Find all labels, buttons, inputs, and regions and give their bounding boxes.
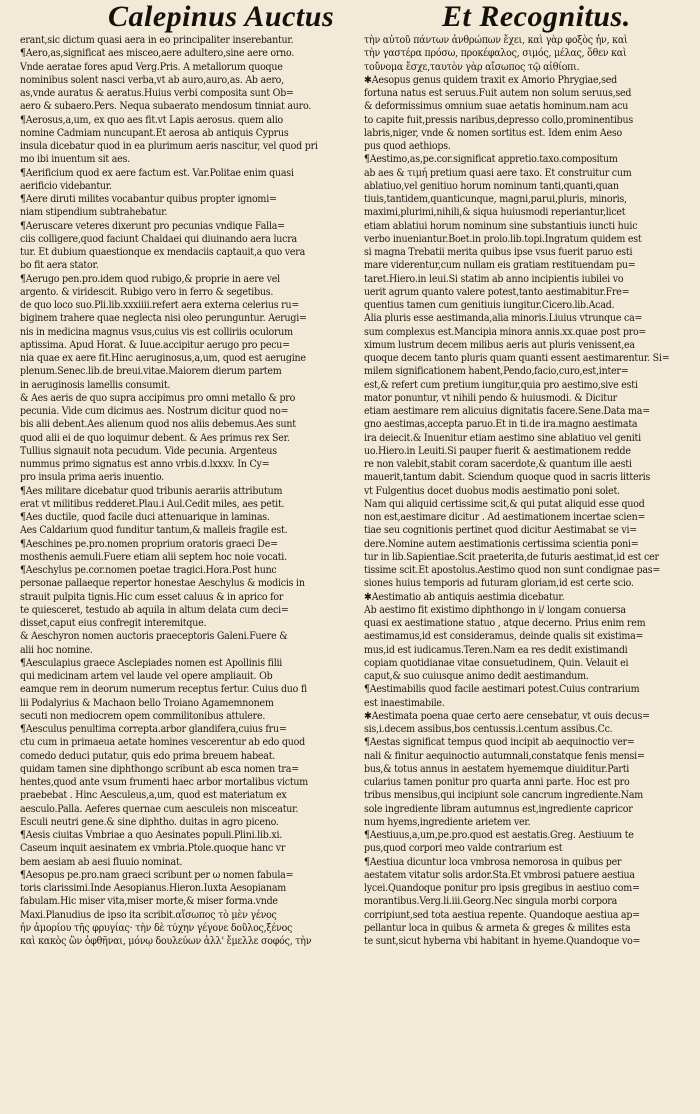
- text-line: ¶Aestimabilis quod facile aestimari potest.Cuius contrarium: [364, 684, 640, 696]
- text-line: mus,id est iudicamus.Teren.Nam ea res dedit existimandi: [364, 644, 628, 656]
- text-line: praebebat . Hinc Aesculeus,a,um, quod est materiatum ex: [20, 790, 287, 802]
- text-line: tribus mensibus,qui incipiunt sole cancrum ingrediente.Nam: [364, 790, 644, 802]
- text-line: ¶Aestiua dicuntur loca vmbrosa nemorosa in quibus per: [364, 856, 622, 868]
- text-line: καὶ κακὸς ὢν ὀφθῆναι, μόνῳ δουλεύων ἀλλ' ἔμελλε σοφός, τὴν: [20, 936, 312, 947]
- text-line: τὴν γαστέρα πρόσω, προκέφαλος, σιμός, μέλας, ὅθεν καὶ: [364, 48, 627, 60]
- text-line: mo ibi inuentum sit aes.: [20, 154, 130, 166]
- text-line: biginem trahere quae neglecta nisi oleo perunguntur. Aerugi=: [20, 313, 307, 325]
- text-line: aerificio videbantur.: [20, 180, 112, 192]
- text-line: Esculi neutri gene.& sine diphtho. duitas in agro piceno.: [20, 816, 279, 828]
- text-line: ¶Aerugo pen.pro.idem quod rubigo,& proprie in aere vel: [20, 273, 280, 285]
- text-line: niam stipendium subtrahebatur.: [20, 207, 168, 219]
- text-line: personae pallaeque repertor honestae Aeschylus & modicis in: [20, 578, 305, 590]
- text-line: verbo inueniantur.Boet.in prolo.lib.topi.Ingratum quidem est: [364, 233, 642, 245]
- text-line: sole ingrediente libram autumnus est,ingrediente capricor: [364, 803, 633, 815]
- text-line: ¶Aeschines pe.pro.nomen proprium oratoris graeci De=: [20, 538, 278, 550]
- text-line: Caseum inquit aesinatem ex vmbria.Ptole.quoque hanc vr: [20, 843, 286, 855]
- text-line: ctu cum in primaeua aetate homines vescerentur ab edo quod: [20, 737, 305, 749]
- text-line: Alia pluris esse aestimanda,alia minoris.Liuius vtrunque ca=: [364, 313, 643, 325]
- text-line: Maxi.Planudius de ipso ita scribit.αἴσωπος τὸ μὲν γένος: [20, 909, 277, 921]
- text-line: τοὔνομα ἔσχε,ταυτὸν γὰρ αἴσωπος τῷ αἰθίοπι.: [364, 61, 580, 73]
- text-line: τὴν αὐτοῦ πάντων ἀνθρώπων ἔχει, καὶ γὰρ φοξὸς ἦν, καὶ: [364, 35, 628, 46]
- text-line: ✱Aesopus genus quidem traxit ex Amorio Phrygiae,sed: [364, 74, 617, 86]
- text-line: Vnde aeratae fores apud Verg.Pris. A metallorum quoque: [20, 61, 283, 73]
- text-line: ximum lustrum decem milibus aeris aut pluris venissent,ea: [364, 339, 635, 351]
- text-line: bem aesiam ab aesi fluuio nominat.: [20, 856, 183, 868]
- text-line: aptissima. Apud Horat. & Iuue.accipitur aerugo pro pecu=: [20, 339, 290, 351]
- text-line: aestatem vitatur solis ardor.Sta.Et vmbrosi patuere aestiua: [364, 869, 635, 881]
- text-line: morantibus.Verg.li.iii.Georg.Nec singula morbi corpora: [364, 896, 618, 908]
- running-header: [0, 0, 700, 34]
- text-line: hentes,quod ante vsum frumenti haec arbor mortalibus victum: [20, 777, 309, 788]
- text-line: qui medicinam artem vel laude vel opere ampliauit. Ob: [20, 671, 273, 682]
- text-line: ¶Aestas significat tempus quod incipit ab aequinoctio ver=: [364, 737, 635, 749]
- text-line: tiuis,tantidem,quanticunque, magni,parui,pluris, minoris,: [364, 194, 627, 205]
- text-line: non est,aestimare dicitur . Ad aestimationem incertae scien=: [364, 512, 646, 523]
- text-line: as,vnde auratus & aeratus.Huius verbi composita sunt Ob=: [20, 88, 294, 99]
- text-line: gno aestimas,accepta paruo.Et in ti.de ira.magno aestimata: [364, 419, 638, 431]
- text-line: comedo deduci putatur, quis edo prima breuem habeat.: [20, 750, 276, 762]
- text-line: bus,& totus annus in aestatem hyememque diuiditur.Parti: [364, 763, 630, 775]
- header-left-title: Calepinus Auctus: [108, 0, 335, 33]
- text-line: bo fit aera stator.: [20, 260, 99, 272]
- text-line: & deformissimus omnium suae aetatis hominum.nam acu: [364, 101, 629, 113]
- text-line: ¶Aesis ciuitas Vmbriae a quo Aesinates populi.Plini.lib.xi.: [20, 830, 283, 841]
- text-line: ¶Aere diruti milites vocabantur quibus propter ignomi=: [20, 194, 277, 205]
- text-line: cularius tamen ponitur pro quarta anni parte. Hoc est pro: [364, 777, 630, 788]
- text-line: & Aeschyron nomen auctoris praeceptoris Galeni.Fuere &: [20, 631, 288, 643]
- text-line: pecunia. Vide cum dicimus aes. Nostrum dicitur quod no=: [20, 406, 289, 417]
- text-line: erat vt militibus redderet.Plau.i Aul.Cedit miles, aes petit.: [20, 498, 285, 510]
- text-line: ¶Aes militare dicebatur quod tribunis aerariis attributum: [20, 485, 283, 497]
- text-line: etiam aestimare rem alicuius dignitatis facere.Sene.Data ma=: [364, 406, 650, 417]
- text-line: sis,i.decem assibus,bos centussis.i.centum assibus.Cc.: [364, 724, 613, 735]
- text-line: nomine Cadmiam nuncupant.Et aerosa ab antiquis Cyprus: [20, 127, 289, 139]
- text-line: pro insula prima aeris inuentio.: [20, 472, 164, 484]
- text-line: ¶Aestimo,as,pe.cor.significat appretio.taxo.compositum: [364, 154, 618, 166]
- text-line: corripiunt,sed tota aestiua repente. Quandoque aestiua ap=: [364, 909, 640, 921]
- text-line: vt Fulgentius docet duobus modis aestimatio poni solet.: [364, 485, 620, 497]
- text-line: Nam qui aliquid certissime scit,& qui putat aliquid esse quod: [364, 498, 645, 510]
- text-line: nia quae ex aere fit.Hinc aeruginosus,a,um, quod est aerugine: [20, 353, 306, 364]
- text-line: quoque decem tanto pluris quam quanti essent aestimarentur. Si=: [364, 353, 670, 364]
- text-line: in aeruginosis lamellis consumit.: [20, 379, 171, 391]
- text-line: Ab aestimo fit existimo diphthongo in i/ longam conuersa: [364, 604, 626, 616]
- text-line: nis in medicina magnus vsus,cuius vis est colliriis oculorum: [20, 326, 293, 338]
- text-line: copiam quotidianae vitae consuetudinem, Quin. Velauit ei: [364, 657, 629, 669]
- text-line: quentius tamen cum genitiuis iungitur.Cicero.lib.Acad.: [364, 300, 615, 311]
- text-line: eamque rem in deorum numerum receptus fertur. Cuius duo fi: [20, 684, 307, 696]
- text-line: caput,& suo cuiusque animo dedit aestimandum.: [364, 671, 589, 682]
- text-line: Aes Caldarium quod funditur tantum,& malleis fragile est.: [20, 525, 288, 537]
- text-line: aero & subaero.Pers. Nequa subaerato mendosum tinniat auro.: [20, 101, 312, 113]
- text-line: strauit pulpita tignis.Hic cum esset caluus & in aprico for: [20, 591, 284, 603]
- header-right-title: Et Recognitus.: [442, 0, 631, 33]
- text-line: secuti non mediocrem opem commilitonibus attulere.: [20, 710, 266, 722]
- text-line: te sunt,sicut hyberna vbi habitant in hyeme.Quandoque vo=: [364, 936, 641, 947]
- text-line: ¶Aeruscare veteres dixerunt pro pecunias vndique Falla=: [20, 220, 285, 232]
- text-line: mare viderentur,cum nullam eis gratiam restituendam pu=: [364, 260, 636, 272]
- text-line: argento. & viridescit. Rubigo vero in ferro & segetibus.: [20, 286, 274, 298]
- text-line: sum complexus est.Mancipia minora annis.xx.quae post pro=: [364, 326, 647, 338]
- text-line: fabulam.Hic miser vita,miser morte,& miser forma.vnde: [20, 896, 278, 908]
- text-line: uerit agrum quanto valere potest,tanto aestimabitur.Fre=: [364, 286, 630, 298]
- text-line: quod alii ei de quo loquimur debent. & Aes primus rex Ser.: [20, 432, 290, 444]
- text-line: fortuna natus est seruus.Fuit autem non solum seruus,sed: [364, 88, 632, 99]
- text-line: ¶Aesopus pe.pro.nam graeci scribunt per ω nomen fabula=: [20, 869, 294, 881]
- text-line: num hyems,ingrediente arietem ver.: [364, 816, 531, 828]
- text-line: toris clarissimi.Inde Aesopianus.Hieron.Iuxta Aesopianam: [20, 883, 287, 894]
- text-line: ¶Aesculus penultima correpta.arbor glandifera,cuius fru=: [20, 724, 287, 735]
- text-line: ciis colligere,quod faciunt Chaldaei qui diuinando aera lucra: [20, 233, 297, 245]
- text-line: te quiesceret, testudo ab aquila in altum delata cum deci=: [20, 604, 289, 616]
- text-line: ¶Aerosus,a,um, ex quo aes fit.vt Lapis aerosus. quem alio: [20, 114, 284, 126]
- right-text-column: [364, 34, 700, 948]
- text-line: ἦν ἀμορίου τῆς φρυγίας· τὴν δὲ τύχην γέγονε δοῦλος,ξένος: [20, 922, 293, 934]
- text-line: etiam ablatiui horum nominum sine substantiuis iuncti huic: [364, 220, 638, 232]
- text-line: to capite fuit,pressis naribus,depresso collo,prominentibus: [364, 114, 634, 126]
- text-line: tur in lib.Sapientiae.Scit praeterita,de futuris aestimat,id est cer: [364, 551, 659, 563]
- text-line: ✱Aestimatio ab antiquis aestimia dicebatur.: [364, 591, 565, 603]
- text-line: dere.Nomine autem aestimationis certissima scientia poni=: [364, 538, 639, 550]
- text-line: ✱Aestimata poena quae certo aere censebatur, vt ouis decus=: [364, 710, 650, 722]
- text-line: erant,sic dictum quasi aera in eo principaliter inserebantur.: [20, 35, 294, 46]
- text-line: mauerit,tantum dabit. Sciendum quoque quod in sacris litteris: [364, 472, 651, 484]
- text-line: ¶Aerificium quod ex aere factum est. Var.Politae enim quasi: [20, 167, 294, 179]
- text-line: re non valebit,stabit coram sacerdote,& quantum ille aesti: [364, 459, 632, 470]
- text-line: mosthenis aemuli.Fuere etiam alii septem hoc noie vocati.: [20, 551, 287, 563]
- text-line: pus quod aethiops.: [364, 141, 451, 152]
- text-line: disset,caput eius confregit interemitque.: [20, 618, 207, 629]
- text-line: pus,quod corpori meo valde contrarium est: [364, 843, 563, 855]
- text-line: labris,niger, vnde & nomen sortitus est. Idem enim Aeso: [364, 127, 622, 139]
- text-line: maximi,plurimi,nihili,& siqua huiusmodi reperiantur,licet: [364, 207, 626, 219]
- text-line: ira deiecit.& Inuenitur etiam aestimo sine ablatiuo vel geniti: [364, 432, 641, 444]
- text-line: plenum.Senec.lib.de breui.vitae.Maiorem dierum partem: [20, 366, 282, 378]
- text-line: aesculo.Palla. Aeferes quernae cum aesculeis non misceatur.: [20, 803, 299, 815]
- text-line: alii hoc nomine.: [20, 644, 93, 656]
- text-line: aestimamus,id est consideramus, deinde qualis sit existima=: [364, 631, 644, 643]
- text-line: quidam tamen sine diphthongo scribunt ab esca nomen tra=: [20, 763, 299, 775]
- text-line: ¶Aero,as,significat aes misceo,aere adultero,sine aere orno.: [20, 48, 295, 60]
- text-line: si magna Trebatii merita quibus ipse vsus fuerit paruo esti: [364, 247, 633, 258]
- text-line: ab aes & τιμή pretium quasi aere taxo. Et construitur cum: [364, 167, 632, 179]
- text-line: uo.Hiero.in Leuiti.Si pauper fuerit & aestimationem redde: [364, 445, 631, 457]
- text-line: tur. Et dubium quaestionque ex mendaciis captauit,a quo vera: [20, 247, 306, 258]
- text-line: quasi ex aestimatione statuo , atque decerno. Prius enim rem: [364, 618, 646, 629]
- text-line: nali & finitur aequinoctio autumnali,constatque fenis mensi=: [364, 750, 645, 762]
- text-line: insula dicebatur quod in ea plurimum aeris nascitur, vel quod pri: [20, 141, 318, 152]
- text-line: tissime scit.Et apostolus.Aestimo quod non sunt condignae pas=: [364, 565, 661, 576]
- text-line: mator ponuntur, vt nihili pendo & huiusmodi. & Dicitur: [364, 392, 617, 404]
- text-line: tiae seu cognitionis pertinet quod dicitur Aestimabat se vi=: [364, 525, 638, 537]
- text-line: lii Podalyrius & Machaon bello Troiano Agamemnonem: [20, 697, 274, 709]
- text-line: milem significationem habent,Pendo,facio,curo,est,inter=: [364, 366, 629, 378]
- text-line: siones huius temporis ad futuram gloriam,id est certe scio.: [364, 578, 634, 590]
- text-line: ¶Aestiuus,a,um,pe.pro.quod est aestatis.Greg. Aestiuum te: [364, 830, 634, 841]
- text-line: ¶Aes ductile, quod facile duci attenuarique in laminas.: [20, 512, 270, 523]
- text-line: taret.Hiero.in leui.Si statim ab anno incipientis iubilei vo: [364, 273, 624, 285]
- text-line: ¶Aesculapius graece Asclepiades nomen est Apollinis filii: [20, 657, 283, 669]
- text-line: lycei.Quandoque ponitur pro ipsis gregibus in aestiuo com=: [364, 883, 640, 894]
- text-line: nummus primo signatus est anno vrbis.d.lxxxv. In Cy=: [20, 459, 270, 470]
- left-text-column: [20, 34, 356, 948]
- text-line: Tullius signauit nota pecudum. Vide pecunia. Argenteus: [20, 445, 277, 457]
- text-line: pellantur loca in quibus & armeta & greges & milites esta: [364, 922, 631, 934]
- text-line: de quo loco suo.Pli.lib.xxxiiii.refert aera externa celerius ru=: [20, 300, 300, 311]
- text-line: nominibus solent nasci verba,vt ab auro,auro,as. Ab aero,: [20, 74, 284, 86]
- text-line: ablatiuo,vel genitiuo horum nominum tanti,quanti,quan: [364, 180, 619, 192]
- text-line: ¶Aeschylus pe.cor.nomen poetae tragici.Hora.Post hunc: [20, 565, 277, 576]
- text-line: est inaestimabile.: [364, 697, 445, 709]
- text-line: bis alii debent.Aes alienum quod nos aliis debemus.Aes sunt: [20, 419, 296, 431]
- text-line: & Aes aeris de quo supra accipimus pro omni metallo & pro: [20, 392, 296, 404]
- text-line: est,& refert cum pretium iungitur,quia pro aestimo,sive esti: [364, 379, 638, 391]
